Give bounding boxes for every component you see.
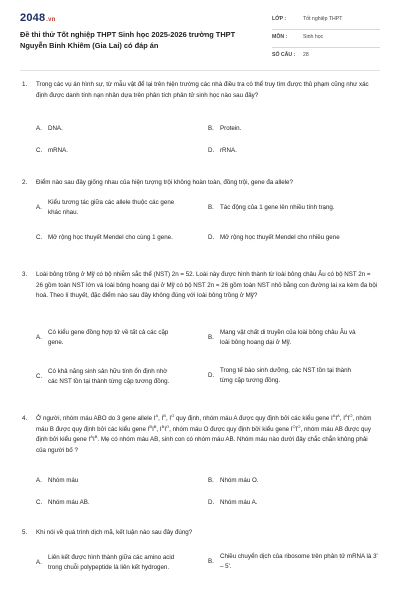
option-letter: D. (208, 234, 215, 242)
meta-key: MÔN : (272, 34, 288, 40)
meta-row-count (272, 48, 380, 65)
option-text: Trong tế bào sinh dưỡng, các NST tồn tại thành từng cặp tương đồng. (220, 367, 351, 384)
option-letter: A. (36, 204, 42, 212)
option-d[interactable] (208, 364, 360, 388)
question-number: 2. (22, 179, 28, 186)
question-text: Trong các vụ án hình sự, từ mẫu vật để lại trên hiện trường các nhà điều tra có thể truy tìm được thủ phạm cũng như xác định được danh tính nạn nhân dựa trên phân tích phân tử sinh học nào sau đây? (36, 81, 369, 99)
option-letter: B. (208, 477, 214, 484)
question-text: Ở người, nhóm máu ABO do 3 gene allele $I^A$, $I^B$, $I^O$ quy định, nhóm máu A được quy định bởi các kiểu gene $I^AI^A$, $I^AI^O$, nhóm máu B được quy định bởi các kiểu gene $I^BI^B$, $I^BI^O$, nhóm máu O được quy định bởi kiểu gene $I^OI^O$, nhóm máu AB được quy định bởi kiểu gene $I^AI^B$. Mẹ có nhóm máu AB, sinh con có nhóm máu AB. Nhóm máu nào dưới đây chắc chắn không phải của người bố ? (36, 412, 372, 454)
option-text: Nhóm máu AB. (48, 499, 90, 506)
option-c[interactable] (36, 146, 198, 156)
question-5 (22, 528, 378, 598)
option-letter: B. (208, 334, 214, 342)
exam-meta-table (272, 12, 380, 65)
option-b[interactable] (208, 326, 360, 350)
option-letter: D. (208, 147, 215, 154)
option-text: Chiều chuyển dịch của ribosome trên phân tử mRNA là 3' – 5'. (220, 553, 378, 570)
question-text: Điểm nào sau đây giống nhau của hiện tượng trội không hoàn toàn, đồng trội, gene đa allele? (36, 179, 293, 186)
option-d[interactable] (208, 226, 350, 250)
meta-row-class (272, 12, 380, 30)
option-c[interactable] (36, 498, 198, 508)
question-text: Loài bông trồng ở Mỹ có bộ nhiễm sắc thể (NST) 2n = 52. Loài này được hình thành từ loài bông châu Âu có bộ NST 2n = 26 gồm toàn NST lớn và loài bông hoang dại ở Mỹ có bộ NST 2n = 26 gồm toàn NST nhỏ bằng con đường lai xa kèm đa bội hoá. Theo lí thuyết, đặc điểm nào sau đây không đúng với loài bông trồng ở Mỹ? (36, 271, 378, 300)
header-divider (20, 70, 380, 71)
meta-row-subject (272, 30, 380, 48)
option-text: Protein. (220, 125, 242, 132)
option-c[interactable] (36, 360, 178, 394)
option-b[interactable] (208, 124, 370, 134)
option-letter: A. (36, 559, 42, 567)
option-letter: B. (208, 204, 214, 212)
question-1 (22, 80, 378, 170)
option-letter: D. (208, 372, 215, 380)
option-text: Mang vật chất di truyền của loài bông châu Âu và loài bông hoang dại ở Mỹ. (220, 329, 356, 346)
option-letter: A. (36, 125, 42, 132)
option-letter: B. (208, 125, 214, 132)
option-d[interactable] (208, 498, 370, 508)
question-4 (22, 414, 378, 520)
question-2 (22, 178, 378, 258)
question-number: 4. (22, 415, 28, 422)
meta-key: LỚP : (272, 16, 287, 22)
page-title: Đề thi thử Tốt nghiệp THPT Sinh học 2025-2026 trường THPT Nguyễn Bỉnh Khiêm (Gia Lai) có đáp án (20, 30, 236, 50)
option-letter: C. (36, 373, 43, 381)
option-letter: D. (208, 499, 215, 506)
option-a[interactable] (36, 326, 178, 350)
option-text: Mở rộng học thuyết Mendel cho cùng 1 gene. (48, 234, 173, 242)
meta-value: 28 (303, 52, 309, 58)
option-a[interactable] (36, 124, 198, 134)
meta-value: Tốt nghiệp THPT (303, 16, 343, 22)
option-text: Nhóm máu A. (220, 499, 258, 506)
meta-value: Sinh học (303, 34, 324, 40)
option-text: rRNA. (220, 147, 237, 154)
site-logo[interactable] (20, 12, 56, 24)
option-text: Kiểu tương tác giữa các allele thuộc các gene khác nhau. (48, 199, 175, 216)
option-letter: C. (36, 499, 43, 506)
option-text: Liên kết được hình thành giữa các amino acid trong chuỗi polypeptide là liên kết hydrogen. (48, 554, 175, 571)
option-text: Có khả năng sinh sản hữu tính ổn định nhờ các NST tồn tại thành từng cặp tương đồng. (48, 368, 170, 385)
logo-ext: .vn (46, 17, 56, 23)
option-c[interactable] (36, 226, 178, 250)
option-text: Tác động của 1 gene lên nhiều tính trạng. (220, 204, 335, 212)
question-number: 3. (22, 271, 28, 278)
option-text: Mở rộng học thuyết Mendel cho nhiều gene (220, 234, 340, 242)
question-number: 5. (22, 529, 28, 536)
option-text: Nhóm máu (48, 477, 79, 484)
option-a[interactable] (36, 196, 178, 220)
meta-key: SỐ CÂU : (272, 52, 296, 58)
option-b[interactable] (208, 550, 380, 574)
option-text: Nhóm máu O. (220, 477, 259, 484)
option-a[interactable] (36, 476, 198, 486)
question-3 (22, 270, 378, 410)
option-b[interactable] (208, 196, 385, 220)
option-text: DNA. (48, 125, 63, 132)
option-text: mRNA. (48, 147, 68, 154)
option-letter: B. (208, 558, 214, 566)
option-b[interactable] (208, 476, 370, 486)
question-number: 1. (22, 81, 28, 88)
option-letter: A. (36, 477, 42, 484)
logo-text: 2048 (20, 12, 46, 24)
option-d[interactable] (208, 146, 370, 156)
option-a[interactable] (36, 546, 178, 580)
option-text: Có kiểu gene đồng hợp tử về tất cả các cặp gene. (48, 329, 169, 346)
option-letter: C. (36, 147, 43, 154)
option-letter: C. (36, 234, 43, 242)
question-text: Khi nói về quá trình dịch mã, kết luận nào sau đây đúng? (36, 529, 193, 536)
option-letter: A. (36, 334, 42, 342)
page-header (20, 12, 380, 64)
